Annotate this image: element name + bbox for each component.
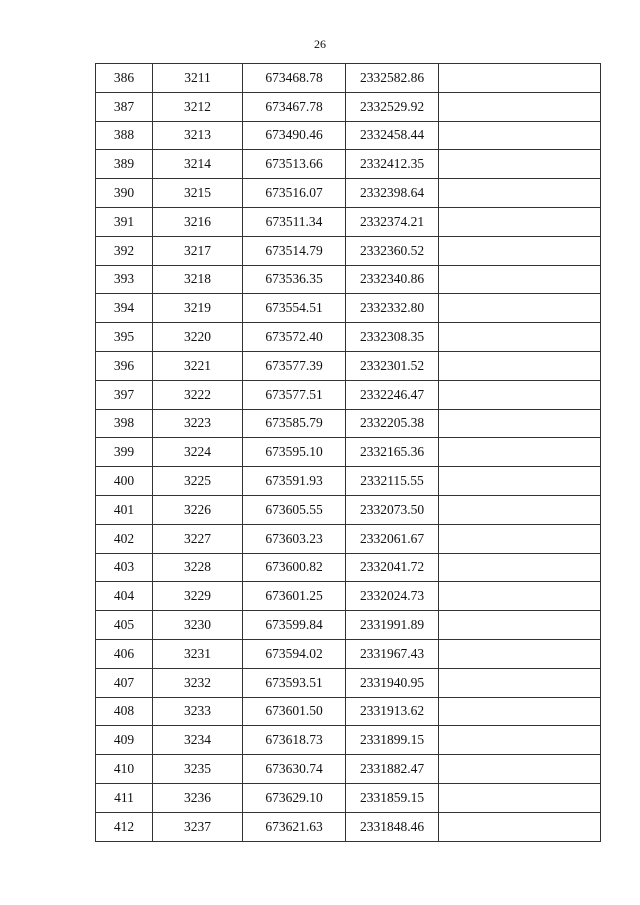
table-row (96, 380, 601, 409)
y-coordinate-cell: 2331913.62 (346, 697, 439, 726)
point-id-cell: 3237 (153, 812, 243, 841)
x-coordinate-cell: 673629.10 (243, 783, 346, 812)
point-id-cell: 3211 (153, 64, 243, 93)
point-id-cell: 3226 (153, 495, 243, 524)
x-coordinate-cell: 673536.35 (243, 265, 346, 294)
point-id-cell: 3223 (153, 409, 243, 438)
row-index-cell: 389 (96, 150, 153, 179)
x-coordinate-cell: 673595.10 (243, 438, 346, 467)
table-row (96, 755, 601, 784)
note-cell (439, 121, 601, 150)
x-coordinate-cell: 673514.79 (243, 236, 346, 265)
table-row (96, 294, 601, 323)
row-index-cell: 404 (96, 582, 153, 611)
y-coordinate-cell: 2332360.52 (346, 236, 439, 265)
x-coordinate-cell: 673600.82 (243, 553, 346, 582)
x-coordinate-cell: 673618.73 (243, 726, 346, 755)
note-cell (439, 639, 601, 668)
note-cell (439, 697, 601, 726)
note-cell (439, 294, 601, 323)
y-coordinate-cell: 2332340.86 (346, 265, 439, 294)
y-coordinate-cell: 2332398.64 (346, 179, 439, 208)
note-cell (439, 236, 601, 265)
row-index-cell: 410 (96, 755, 153, 784)
note-cell (439, 207, 601, 236)
x-coordinate-cell: 673601.25 (243, 582, 346, 611)
row-index-cell: 400 (96, 467, 153, 496)
x-coordinate-cell: 673468.78 (243, 64, 346, 93)
note-cell (439, 351, 601, 380)
y-coordinate-cell: 2332412.35 (346, 150, 439, 179)
point-id-cell: 3218 (153, 265, 243, 294)
row-index-cell: 397 (96, 380, 153, 409)
row-index-cell: 405 (96, 611, 153, 640)
note-cell (439, 755, 601, 784)
point-id-cell: 3214 (153, 150, 243, 179)
table-body (96, 64, 601, 842)
row-index-cell: 399 (96, 438, 153, 467)
table-row (96, 611, 601, 640)
note-cell (439, 438, 601, 467)
table-row (96, 467, 601, 496)
table-row (96, 783, 601, 812)
table-row (96, 812, 601, 841)
note-cell (439, 409, 601, 438)
y-coordinate-cell: 2332041.72 (346, 553, 439, 582)
table-row (96, 207, 601, 236)
table-row (96, 265, 601, 294)
note-cell (439, 179, 601, 208)
row-index-cell: 407 (96, 668, 153, 697)
table-row (96, 409, 601, 438)
table-row (96, 179, 601, 208)
table-row (96, 582, 601, 611)
note-cell (439, 582, 601, 611)
note-cell (439, 467, 601, 496)
y-coordinate-cell: 2331859.15 (346, 783, 439, 812)
row-index-cell: 386 (96, 64, 153, 93)
row-index-cell: 409 (96, 726, 153, 755)
row-index-cell: 387 (96, 92, 153, 121)
note-cell (439, 553, 601, 582)
note-cell (439, 92, 601, 121)
point-id-cell: 3222 (153, 380, 243, 409)
note-cell (439, 726, 601, 755)
point-id-cell: 3217 (153, 236, 243, 265)
point-id-cell: 3233 (153, 697, 243, 726)
table-row (96, 697, 601, 726)
table-row (96, 524, 601, 553)
point-id-cell: 3229 (153, 582, 243, 611)
y-coordinate-cell: 2332458.44 (346, 121, 439, 150)
point-id-cell: 3212 (153, 92, 243, 121)
x-coordinate-cell: 673621.63 (243, 812, 346, 841)
y-coordinate-cell: 2332061.67 (346, 524, 439, 553)
note-cell (439, 64, 601, 93)
coordinates-table (95, 63, 601, 842)
row-index-cell: 388 (96, 121, 153, 150)
y-coordinate-cell: 2332024.73 (346, 582, 439, 611)
x-coordinate-cell: 673591.93 (243, 467, 346, 496)
row-index-cell: 398 (96, 409, 153, 438)
table-row (96, 495, 601, 524)
row-index-cell: 392 (96, 236, 153, 265)
row-index-cell: 408 (96, 697, 153, 726)
x-coordinate-cell: 673554.51 (243, 294, 346, 323)
y-coordinate-cell: 2331899.15 (346, 726, 439, 755)
y-coordinate-cell: 2332301.52 (346, 351, 439, 380)
y-coordinate-cell: 2332374.21 (346, 207, 439, 236)
y-coordinate-cell: 2332332.80 (346, 294, 439, 323)
note-cell (439, 380, 601, 409)
table-row (96, 438, 601, 467)
table-row (96, 553, 601, 582)
row-index-cell: 412 (96, 812, 153, 841)
y-coordinate-cell: 2332582.86 (346, 64, 439, 93)
table-row (96, 351, 601, 380)
table-row (96, 92, 601, 121)
point-id-cell: 3225 (153, 467, 243, 496)
row-index-cell: 411 (96, 783, 153, 812)
point-id-cell: 3216 (153, 207, 243, 236)
point-id-cell: 3231 (153, 639, 243, 668)
table-row (96, 323, 601, 352)
x-coordinate-cell: 673630.74 (243, 755, 346, 784)
note-cell (439, 323, 601, 352)
y-coordinate-cell: 2331991.89 (346, 611, 439, 640)
y-coordinate-cell: 2331940.95 (346, 668, 439, 697)
row-index-cell: 403 (96, 553, 153, 582)
note-cell (439, 524, 601, 553)
point-id-cell: 3227 (153, 524, 243, 553)
table-row (96, 726, 601, 755)
point-id-cell: 3230 (153, 611, 243, 640)
note-cell (439, 783, 601, 812)
y-coordinate-cell: 2332205.38 (346, 409, 439, 438)
row-index-cell: 394 (96, 294, 153, 323)
note-cell (439, 812, 601, 841)
y-coordinate-cell: 2331882.47 (346, 755, 439, 784)
y-coordinate-cell: 2332246.47 (346, 380, 439, 409)
row-index-cell: 406 (96, 639, 153, 668)
x-coordinate-cell: 673594.02 (243, 639, 346, 668)
x-coordinate-cell: 673467.78 (243, 92, 346, 121)
point-id-cell: 3215 (153, 179, 243, 208)
x-coordinate-cell: 673605.55 (243, 495, 346, 524)
point-id-cell: 3224 (153, 438, 243, 467)
x-coordinate-cell: 673603.23 (243, 524, 346, 553)
point-id-cell: 3228 (153, 553, 243, 582)
table-row (96, 236, 601, 265)
y-coordinate-cell: 2332165.36 (346, 438, 439, 467)
y-coordinate-cell: 2332073.50 (346, 495, 439, 524)
row-index-cell: 391 (96, 207, 153, 236)
x-coordinate-cell: 673599.84 (243, 611, 346, 640)
row-index-cell: 402 (96, 524, 153, 553)
x-coordinate-cell: 673516.07 (243, 179, 346, 208)
point-id-cell: 3219 (153, 294, 243, 323)
row-index-cell: 395 (96, 323, 153, 352)
x-coordinate-cell: 673490.46 (243, 121, 346, 150)
y-coordinate-cell: 2332115.55 (346, 467, 439, 496)
point-id-cell: 3213 (153, 121, 243, 150)
table-row (96, 668, 601, 697)
x-coordinate-cell: 673593.51 (243, 668, 346, 697)
x-coordinate-cell: 673577.39 (243, 351, 346, 380)
table-row (96, 64, 601, 93)
x-coordinate-cell: 673511.34 (243, 207, 346, 236)
x-coordinate-cell: 673572.40 (243, 323, 346, 352)
note-cell (439, 495, 601, 524)
row-index-cell: 396 (96, 351, 153, 380)
table-row (96, 121, 601, 150)
x-coordinate-cell: 673585.79 (243, 409, 346, 438)
table-row (96, 150, 601, 179)
y-coordinate-cell: 2331848.46 (346, 812, 439, 841)
note-cell (439, 150, 601, 179)
y-coordinate-cell: 2332529.92 (346, 92, 439, 121)
x-coordinate-cell: 673577.51 (243, 380, 346, 409)
point-id-cell: 3232 (153, 668, 243, 697)
point-id-cell: 3236 (153, 783, 243, 812)
x-coordinate-cell: 673513.66 (243, 150, 346, 179)
point-id-cell: 3220 (153, 323, 243, 352)
note-cell (439, 611, 601, 640)
row-index-cell: 390 (96, 179, 153, 208)
row-index-cell: 393 (96, 265, 153, 294)
note-cell (439, 668, 601, 697)
page-number: 26 (314, 37, 326, 51)
x-coordinate-cell: 673601.50 (243, 697, 346, 726)
y-coordinate-cell: 2331967.43 (346, 639, 439, 668)
point-id-cell: 3234 (153, 726, 243, 755)
table-row (96, 639, 601, 668)
point-id-cell: 3221 (153, 351, 243, 380)
point-id-cell: 3235 (153, 755, 243, 784)
note-cell (439, 265, 601, 294)
y-coordinate-cell: 2332308.35 (346, 323, 439, 352)
row-index-cell: 401 (96, 495, 153, 524)
